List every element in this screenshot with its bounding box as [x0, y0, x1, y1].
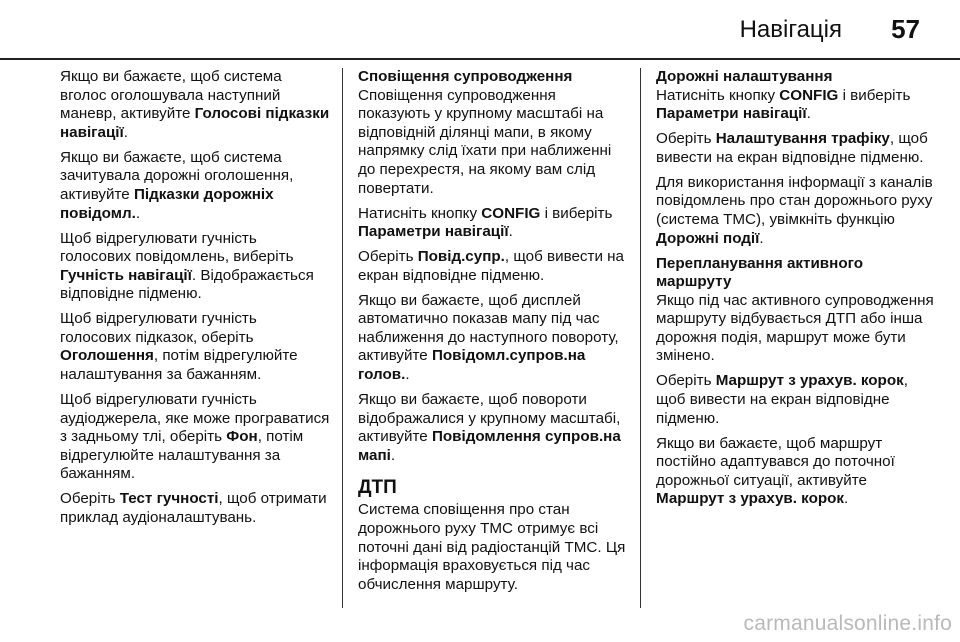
paragraph-voice-prompts: Якщо ви бажаєте, щоб система вголос оголошувала наступний маневр, активуйте Голосові підказки навігації. — [60, 68, 330, 141]
option-guidance-alerts: Повід.супр. — [417, 248, 505, 266]
option-route-with-traffic: Маршрут з урахув. корок — [715, 372, 904, 390]
paragraph-guidance-description: Сповіщення супроводження показують у крупному масштабі на відповідній ділянці мапи, в якому напрямку слід їхати при наближенні до перехрестя, на якому вам слід повертати. — [358, 86, 612, 197]
option-navigation-volume: Гучність навігації — [60, 266, 192, 284]
column-3 — [656, 68, 938, 515]
button-config-label: CONFIG — [481, 204, 541, 222]
option-route-with-traffic-2: Маршрут з урахув. корок — [656, 490, 845, 508]
option-alerts-main-display: Повідомл.супров.на голов. — [358, 347, 586, 384]
option-volume-test: Тест гучності — [119, 490, 219, 508]
option-background: Фон — [226, 428, 258, 446]
paragraph-alerts-main-display: Якщо ви бажаєте, щоб дисплей автоматично показав мапу під час наближення до наступного повороту, активуйте Повідомл.супров.на голов.. — [358, 291, 619, 384]
button-config-label-2: CONFIG — [779, 86, 839, 104]
column-divider-2 — [640, 68, 641, 608]
paragraph-route-change: Якщо під час активного супроводження маршруту відбувається ДТП або інша дорожня подія, маршрут може бути змінено. — [656, 291, 934, 365]
paragraph-route-adaptive: Якщо ви бажаєте, щоб маршрут постійно адаптувався до поточної дорожньої ситуації, активуйте Маршрут з урахув. корок. — [656, 434, 895, 508]
subheading-guidance-alerts: Сповіщення супроводження — [358, 68, 573, 85]
paragraph-traffic-settings-menu: Оберіть Налаштування трафіку, щоб вивести на екран відповідне підменю. — [656, 130, 928, 166]
option-traffic-settings: Налаштування трафіку — [715, 130, 890, 148]
column-1 — [60, 68, 332, 534]
paragraph-background: Щоб відрегулювати гучність аудіоджерела, яке може програватися з задньому тлі, оберіть Фон, потім відрегулюйте налаштування за бажанням. — [60, 391, 330, 483]
page-number: 57 — [891, 14, 920, 44]
column-2 — [358, 68, 628, 601]
paragraph-volume-test: Оберіть Тест гучності, щоб отримати приклад аудіоналаштувань. — [60, 490, 327, 527]
option-alerts-on-map: Повідомлення супров.на мапі — [358, 428, 621, 464]
page-header — [0, 0, 960, 58]
header-divider — [0, 58, 960, 60]
column-divider-1 — [342, 68, 343, 608]
option-traffic-events: Дорожні події — [656, 229, 760, 247]
paragraph-guidance-alerts-menu: Оберіть Повід.супр., щоб вивести на екран відповідне підменю. — [358, 248, 625, 284]
paragraph-announcement: Щоб відрегулювати гучність голосових підказок, оберіть Оголошення, потім відрегулюйте налаштування за бажанням. — [60, 310, 298, 384]
paragraph-alerts-on-map: Якщо ви бажаєте, щоб повороти відображалися у крупному масштабі, активуйте Повідомлення супров.на мапі. — [358, 391, 621, 464]
paragraph-route-with-traffic-menu: Оберіть Маршрут з урахув. корок, щоб вивести на екран відповідне підменю. — [656, 372, 908, 427]
paragraph-traffic-events: Для використання інформації з каналів повідомлень про стан дорожнього руху (система TMC), увімкніть функцію Дорожні події. — [656, 173, 933, 247]
paragraph-traffic-prompts: Якщо ви бажаєте, щоб система зачитувала дорожні оголошення, активуйте Підказки дорожніх повідомл.. — [60, 148, 294, 222]
option-navigation-settings-2: Параметри навігації — [656, 105, 807, 123]
option-traffic-message-prompts: Підказки дорожніх повідомл. — [60, 185, 274, 222]
subheading-route-replanning: Перепланування активного маршруту — [656, 254, 863, 291]
watermark-text: carmanualsonline.info — [743, 612, 952, 635]
paragraph-config-2: Натисніть кнопку CONFIG і виберіть Параметри навігації. — [656, 86, 911, 123]
option-announcement: Оголошення — [60, 347, 154, 365]
paragraph-config-1: Натисніть кнопку CONFIG і виберіть Параметри навігації. — [358, 204, 613, 241]
page-title: Навігація — [739, 16, 842, 43]
subheading-traffic-settings: Дорожні налаштування — [656, 68, 833, 85]
section-heading-traffic: ДТП — [358, 477, 397, 499]
paragraph-tmc-description: Система сповіщення про стан дорожнього руху TMC отримує всі поточні дані від радіостанцій TMC. Ця інформація враховується під час обчислення маршруту. — [358, 501, 626, 593]
option-navigation-settings: Параметри навігації — [358, 223, 509, 241]
paragraph-navigation-volume: Щоб відрегулювати гучність голосових повідомлень, виберіть Гучність навігації. Відображається відповідне підменю. — [60, 229, 314, 303]
option-voice-navigation-prompts: Голосові підказки навігації — [60, 105, 330, 141]
